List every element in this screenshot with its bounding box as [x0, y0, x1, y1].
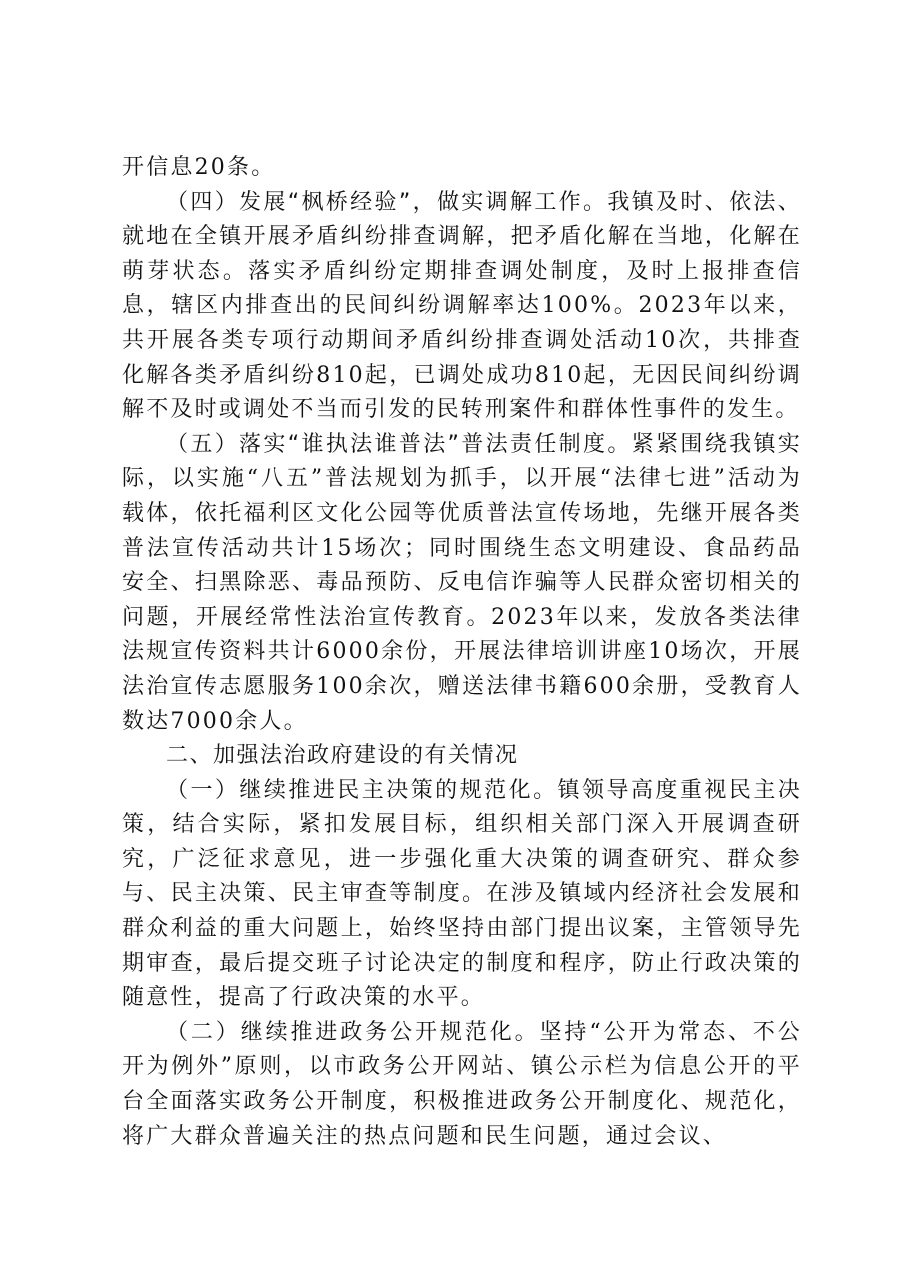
paragraph-lead-heading: （二）继续推进政务公开规范化。 — [166, 1019, 540, 1045]
paragraph-text: 我镇及时、依法、就地在全镇开展矛盾纠纷排查调解，把矛盾化解在当地，化解在萌芽状态。落实矛盾纠纷定期排查调处制度，及时上报排查信息，辖区内排查出的民间纠纷调解率达100%。2023年以来，共开展各类专项行动期间矛盾纠纷排查调处活动10次，共排查化解各类矛盾纠纷810起，已调处成功810起，无因民间纠纷调解不及时或调处不当而引发的民转刑案件和群体性事件的发生。 — [122, 189, 802, 423]
paragraph-continuation — [122, 151, 802, 186]
paragraph-subsection-1 — [122, 774, 802, 1016]
paragraph-text: 开信息20条。 — [122, 155, 276, 180]
section-heading-text: 二、加强法治政府建设的有关情况 — [166, 743, 519, 769]
paragraph-lead-heading: （一）继续推进民主决策的规范化。 — [166, 777, 558, 803]
section-heading — [122, 739, 802, 774]
paragraph-subsection-2 — [122, 1016, 802, 1154]
paragraph-lead-heading: （四）发展“枫桥经验”，做实调解工作。 — [166, 189, 608, 215]
paragraph-text: 镇领导高度重视民主决策，结合实际，紧扣发展目标，组织相关部门深入开展调查研究，广泛征求意见，进一步强化重大决策的调查研究、群众参与、民主决策、民主审查等制度。在涉及镇域内经济社会发展和群众利益的重大问题上，始终坚持由部门提出议案，主管领导先期审查，最后提交班子讨论决定的制度和程序，防止行政决策的随意性，提高了行政决策的水平。 — [122, 777, 802, 1011]
paragraph-text: 坚持“公开为常态、不公开为例外”原则，以市政务公开网站、镇公示栏为信息公开的平台全面落实政务公开制度，积极推进政务公开制度化、规范化，将广大群众普遍关注的热点问题和民生问题，通过会议、 — [122, 1019, 802, 1149]
document-body — [122, 151, 802, 1154]
paragraph-section-5 — [122, 428, 802, 739]
paragraph-lead-heading: （五）落实“谁执法谁普法”普法责任制度。 — [166, 431, 632, 457]
paragraph-section-4 — [122, 186, 802, 428]
paragraph-text: 紧紧围绕我镇实际，以实施“八五”普法规划为抓手，以开展“法律七进”活动为载体，依托福利区文化公园等优质普法宣传场地，先继开展各类普法宣传活动共计15场次；同时围绕生态文明建设、食品药品安全、扫黑除恶、毒品预防、反电信诈骗等人民群众密切相关的问题，开展经常性法治宣传教育。2023年以来，发放各类法律法规宣传资料共计6000余份，开展法律培训讲座10场次，开展法治宣传志愿服务100余次，赠送法律书籍600余册，受教育人数达7000余人。 — [122, 431, 802, 734]
